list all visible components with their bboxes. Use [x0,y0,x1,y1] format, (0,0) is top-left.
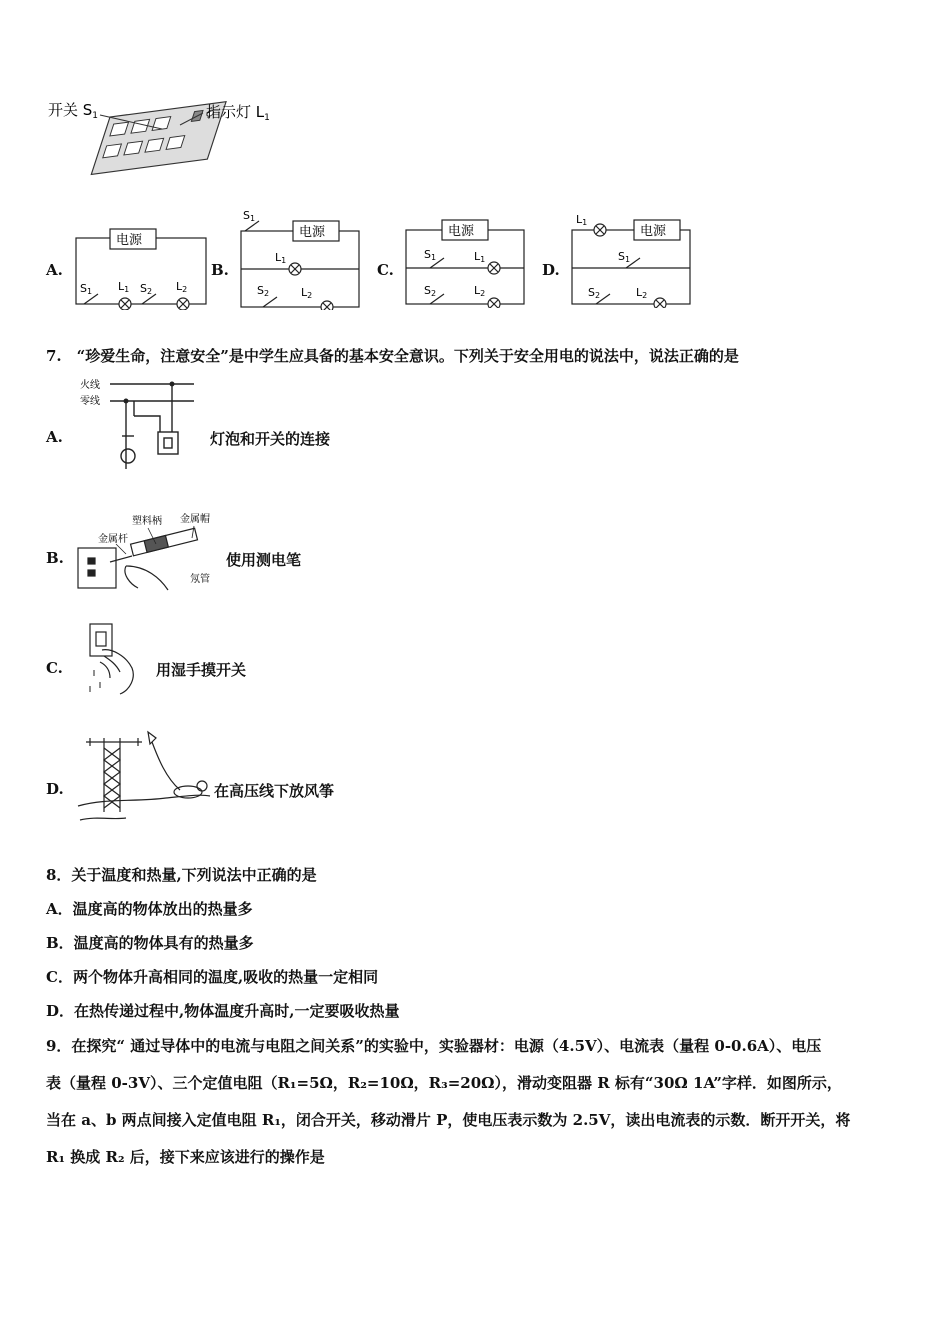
svg-text:S1: S1 [80,282,93,296]
q7-option-d-text: 在高压线下放风筝 [214,782,335,800]
q7-option-b-letter[interactable]: B. [46,549,64,567]
q6-circuit-d[interactable] [566,210,698,308]
svg-text:氖管: 氖管 [190,574,210,585]
power-label-c: 电源 [448,224,475,239]
svg-text:S2: S2 [588,286,601,300]
svg-text:L2: L2 [474,284,486,298]
q7-c-figure [80,620,150,698]
switch-s1-label: 开关 $S_1$ [48,101,99,121]
q6-circuit-c[interactable] [400,216,532,308]
q7-a-figure [76,374,200,474]
power-label-d: 电源 [640,224,667,239]
svg-text:L1: L1 [474,250,486,264]
q7-option-a-letter[interactable]: A. [46,428,63,446]
q7-option-a-text: 灯泡和开关的连接 [210,430,331,448]
svg-text:S2: S2 [424,284,437,298]
q7-stem: 7. “珍爱生命，注意安全”是中学生应具备的基本安全意识。下列关于安全用电的说法中，说法正确的是 [46,347,739,365]
q9-line-1: 9．在探究“ 通过导体中的电流与电阻之间关系”的实验中，实验器材：电源（4.5V）、电流表（量程 0-0.6A）、电压 [46,1037,822,1055]
q6-circuit-b[interactable] [235,205,367,310]
q8-option-c[interactable]: C．两个物体升高相同的温度,吸收的热量一定相同 [46,968,379,986]
q8-option-d[interactable]: D．在热传递过程中,物体温度升高时,一定要吸收热量 [46,1002,400,1020]
power-strip-figure [40,95,290,195]
q9-line-4: R₁ 换成 R₂ 后，接下来应该进行的操作是 [46,1148,325,1166]
svg-text:S1: S1 [618,250,631,264]
lamp-l1-label: 指示灯 $L_1$ [206,103,270,123]
svg-text:S1: S1 [424,248,437,262]
svg-text:S2: S2 [257,284,270,298]
power-label-b: 电源 [299,225,326,240]
svg-text:金属帽: 金属帽 [180,514,210,525]
svg-text:S1: S1 [243,209,256,223]
svg-text:L2: L2 [176,280,188,294]
q7-option-c-text: 用湿手摸开关 [156,661,247,679]
svg-text:L1: L1 [118,280,130,294]
svg-text:塑料柄: 塑料柄 [132,516,162,527]
svg-text:金属杆: 金属杆 [98,534,128,545]
svg-text:火线: 火线 [80,380,100,391]
q9-line-2: 表（量程 0-3V）、三个定值电阻（R₁=5Ω，R₂=10Ω，R₃=20Ω），滑动变阻器 R 标有“30Ω 1A”字样．如图所示， [46,1074,842,1092]
svg-text:零线: 零线 [80,396,100,407]
power-label-a: 电源 [116,233,143,248]
q9-line-3: 当在 a、b 两点间接入定值电阻 R₁，闭合开关，移动滑片 P，使电压表示数为 2.5V，读出电流表的示数．断开开关，将 [46,1111,851,1129]
svg-text:L2: L2 [301,286,313,300]
svg-text:L2: L2 [636,286,648,300]
q6-option-b-letter[interactable]: B. [211,261,229,279]
q6-option-c-letter[interactable]: C. [377,261,394,279]
q8-stem: 8．关于温度和热量,下列说法中正确的是 [46,866,317,884]
q7-option-c-letter[interactable]: C. [46,659,63,677]
q6-circuit-a[interactable] [70,222,212,310]
power-strip-drawing [40,95,290,195]
q7-option-b-text: 使用测电笔 [226,551,302,569]
svg-text:L1: L1 [576,213,588,227]
q7-option-d-letter[interactable]: D. [46,780,64,798]
q7-b-figure [76,508,224,592]
svg-text:L1: L1 [275,251,287,265]
q8-option-b[interactable]: B．温度高的物体具有的热量多 [46,934,254,952]
q8-option-a[interactable]: A．温度高的物体放出的热量多 [46,900,253,918]
svg-text:S2: S2 [140,282,153,296]
q6-option-d-letter[interactable]: D. [542,261,560,279]
q6-option-a-letter[interactable]: A. [46,261,63,279]
q7-d-figure [76,728,212,824]
